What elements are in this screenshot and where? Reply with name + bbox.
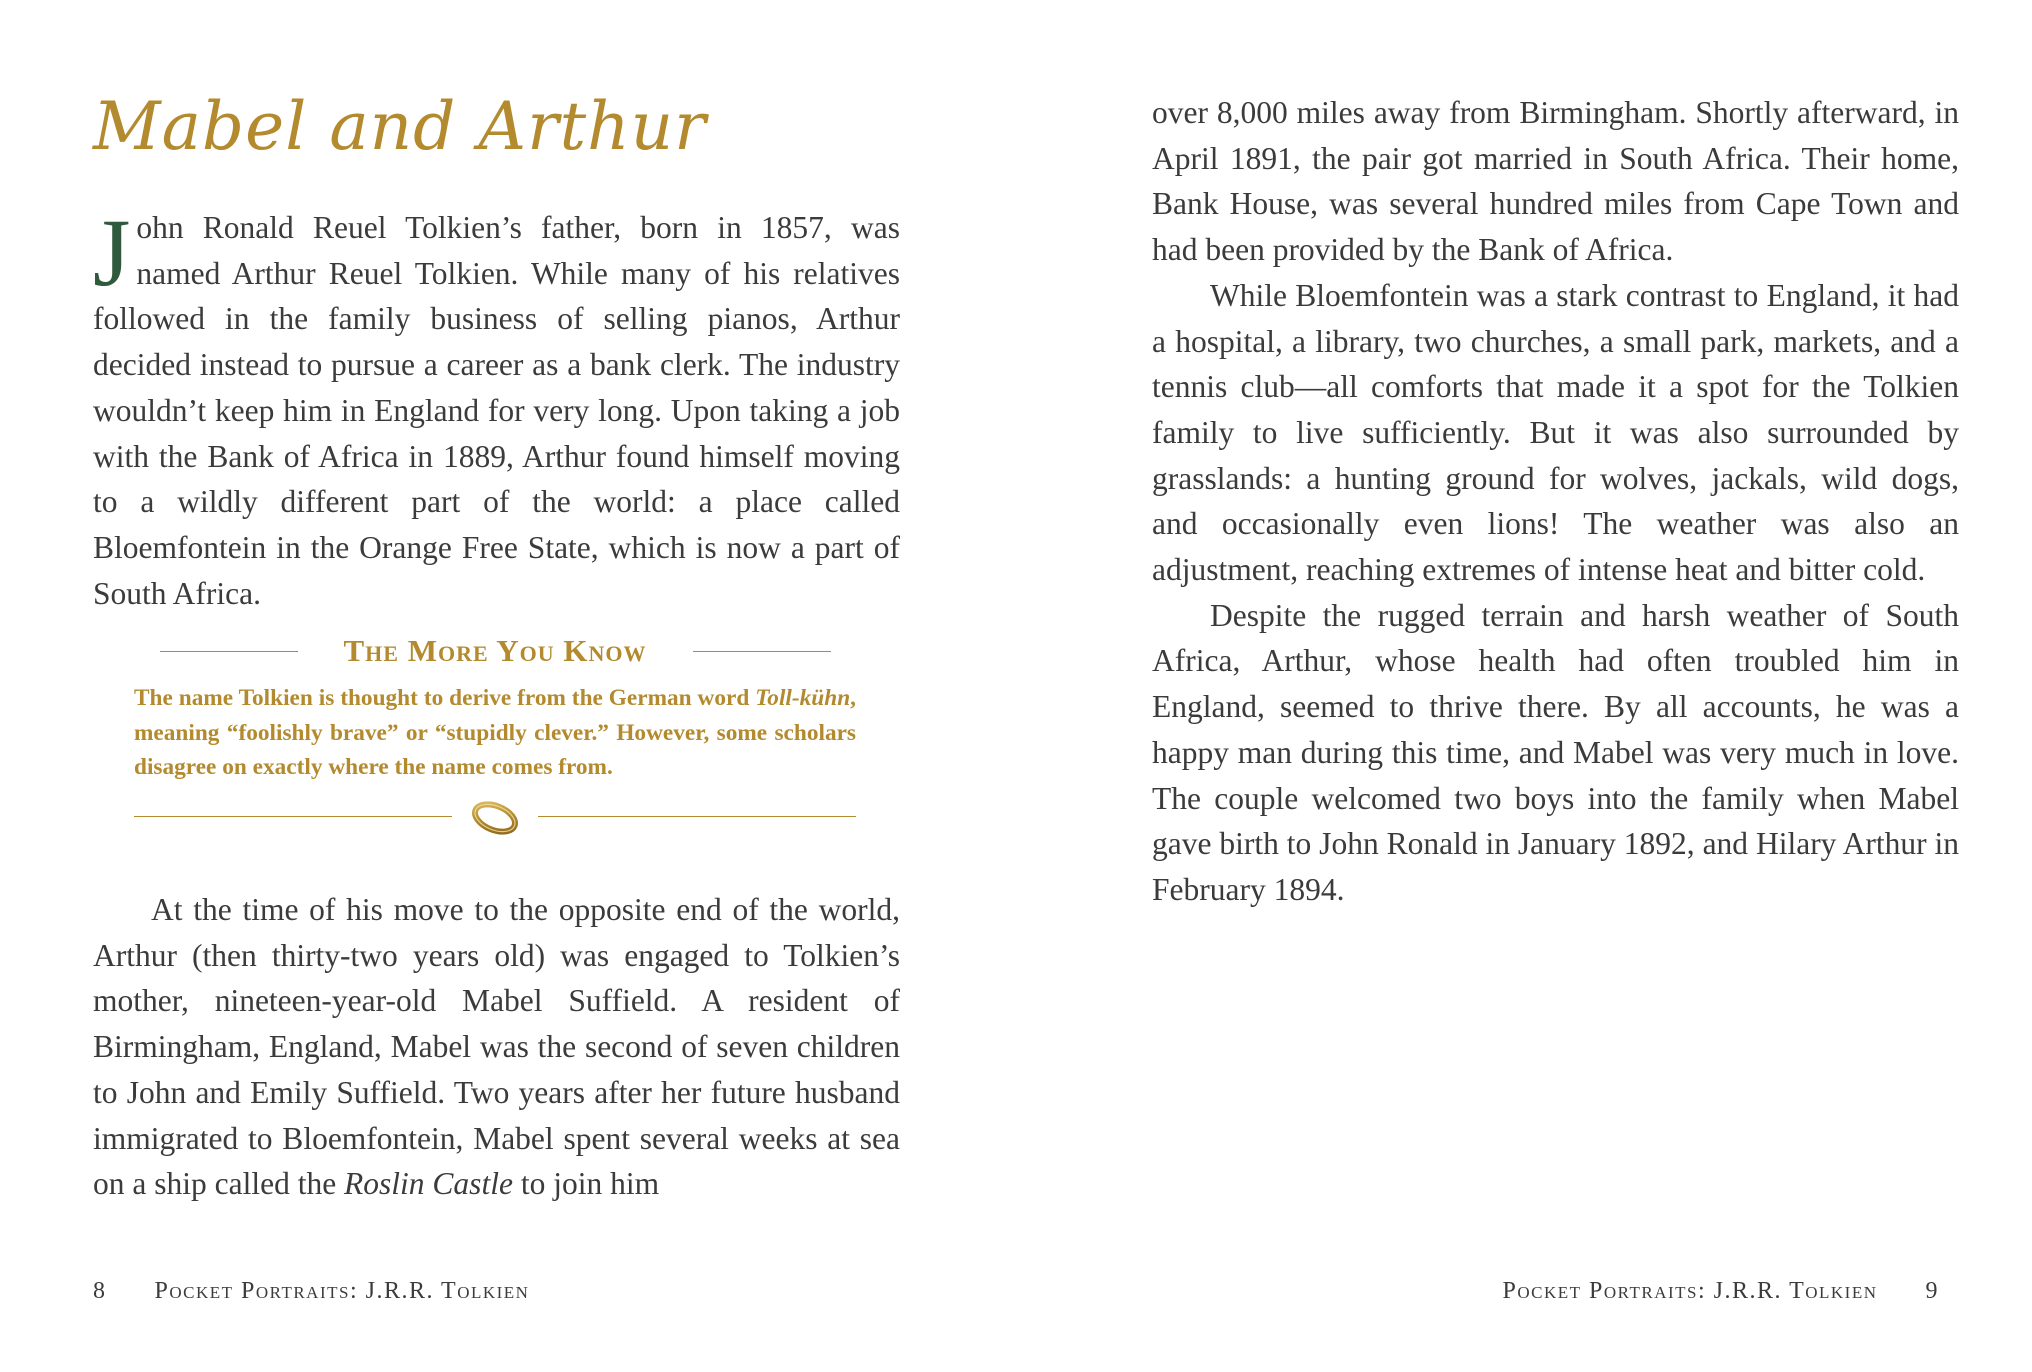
paragraph-family: Despite the rugged terrain and harsh weather of South Africa, Arthur, whose health had often troubled him in England, seemed to thrive there. By all accounts, he was a happy man during this time, and Mabel was very much in love. The couple welcomed two boys into the family when Mabel gave birth to John Ronald in January 1892, and Hilary Arthur in February 1894. <box>1152 597 1959 907</box>
callout-title: The More You Know <box>343 633 647 668</box>
footer-right <box>1503 1278 1939 1305</box>
paragraph-text-part: to join him <box>512 1166 660 1202</box>
divider-rule <box>538 816 856 817</box>
paragraph-engagement <box>93 887 900 1207</box>
the-more-you-know-callout <box>134 633 856 837</box>
chapter-title: Mabel and Arthur <box>93 88 707 165</box>
callout-footer <box>134 797 856 837</box>
paragraph-intro-text: ohn Ronald Reuel Tolkien’s father, born in 1857, was named Arthur Reuel Tolkien. While many of his relatives followed in the family business of selling pianos, Arthur decided instead to pursue a career as a bank clerk. The industry wouldn’t keep him in England for very long. Upon taking a job with the Bank of Africa in 1889, Arthur found himself moving to a wildly different part of the world: a place called Bloemfontein in the Orange Free State, which is now a part of South Africa. <box>93 210 900 611</box>
callout-text-part: The name Tolkien is thought to derive from the German word <box>134 685 756 711</box>
ship-name-italic: Roslin Castle <box>344 1166 513 1202</box>
drop-cap: J <box>93 199 131 306</box>
page-number: 9 <box>1925 1278 1939 1304</box>
callout-header <box>134 633 856 669</box>
running-title: Pocket Portraits: J.R.R. Tolkien <box>154 1278 530 1304</box>
callout-text <box>134 681 856 785</box>
divider-rule <box>693 651 831 652</box>
paragraph-marriage: over 8,000 miles away from Birmingham. Shortly afterward, in April 1891, the pair got married in South Africa. Their home, Bank House, was several hundred miles from Cape Town and had been provided by the Bank of Africa. <box>1152 95 1959 268</box>
right-page <box>1016 0 2032 1372</box>
ring-icon <box>467 797 523 837</box>
paragraph-bloemfontein: While Bloemfontein was a stark contrast to England, it had a hospital, a library, two churches, a small park, markets, and a tennis club—all comforts that made it a spot for the Tolkien family to live sufficiently. But it was also surrounded by grasslands: a hunting ground for wolves, jackals, wild dogs, and occasionally even lions! The weather was also an adjustment, reaching extremes of intense heat and bitter cold. <box>1152 277 1959 588</box>
page-number: 8 <box>93 1278 107 1304</box>
right-column <box>1152 90 1959 913</box>
paragraph-text-part: At the time of his move to the opposite end of the world, Arthur (then thirty-two years old) was engaged to Tolkien’s mother, nineteen-year-old Mabel Suffield. A resident of Birmingham, England, Mabel was the second of seven children to John and Emily Suffield. Two years after her future husband immigrated to Bloemfontein, Mabel spent several weeks at sea on a ship called the <box>93 892 900 1202</box>
callout-text-italic: Toll-kühn <box>755 685 851 711</box>
footer-left <box>93 1278 529 1305</box>
divider-rule <box>134 816 452 817</box>
paragraph-intro <box>93 199 900 616</box>
divider-rule <box>160 651 298 652</box>
callout-text-part: , meaning “foolishly brave” or “stupidly clever.” However, some scholars disagree on exactly where the name comes from. <box>134 685 856 781</box>
running-title: Pocket Portraits: J.R.R. Tolkien <box>1502 1278 1878 1304</box>
